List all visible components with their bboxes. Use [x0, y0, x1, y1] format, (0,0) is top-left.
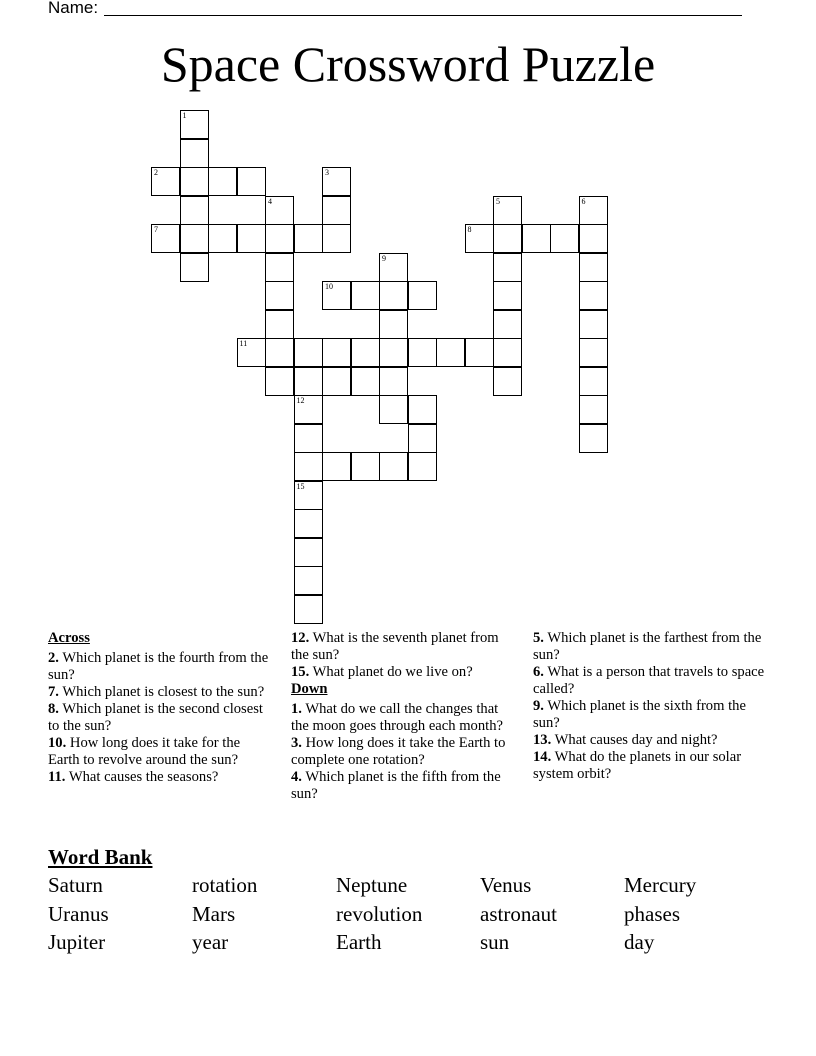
word-bank-word: Mercury: [624, 873, 697, 897]
grid-cell[interactable]: [522, 224, 551, 253]
grid-cell[interactable]: [550, 224, 579, 253]
grid-cell[interactable]: [493, 253, 522, 282]
grid-cell[interactable]: [493, 281, 522, 310]
clue-down-14: 14. What do the planets in our solar system orbit?: [533, 749, 742, 782]
grid-cell[interactable]: [151, 224, 180, 253]
clue-down-4: 4. Which planet is the fifth from the sun?: [291, 769, 501, 802]
clue-number: 6: [581, 196, 586, 206]
word-bank-word: Saturn: [48, 873, 103, 897]
clue-number: 1: [182, 111, 187, 120]
clue-number: 7: [154, 225, 158, 234]
clue-down-9: 9. Which planet is the sixth from the sun?: [533, 698, 746, 731]
grid-cell[interactable]: [208, 224, 237, 253]
grid-cell[interactable]: [351, 338, 380, 367]
grid-cell[interactable]: [408, 395, 437, 424]
grid-cell[interactable]: [579, 224, 608, 253]
clue-down-5: 5. Which planet is the farthest from the sun?: [533, 630, 762, 663]
grid-cell[interactable]: [208, 167, 237, 196]
clue-across-2: 2. Which planet is the fourth from the sun?: [48, 650, 269, 683]
word-bank-word: astronaut: [480, 901, 557, 926]
grid-cell[interactable]: [322, 281, 351, 310]
clue-number: 4: [268, 196, 272, 206]
clue-number: 9: [382, 253, 386, 263]
clue-across-8: 8. Which planet is the second closest to the sun?: [48, 701, 263, 734]
grid-cell[interactable]: [493, 367, 522, 396]
grid-cell[interactable]: [151, 167, 180, 196]
grid-cell[interactable]: [322, 338, 351, 367]
grid-cell[interactable]: [579, 196, 608, 225]
grid-cell[interactable]: [379, 395, 408, 424]
grid-cell[interactable]: [322, 196, 351, 225]
grid-cell[interactable]: [408, 424, 437, 453]
grid-cell[interactable]: [379, 281, 408, 310]
grid-cell[interactable]: [436, 338, 465, 367]
clue-number: 12: [296, 396, 305, 405]
clue-across-11: 11. What causes the seasons?: [48, 769, 219, 785]
word-bank-word: day: [624, 930, 655, 955]
grid-cell[interactable]: [408, 281, 437, 310]
clue-down-3: 3. How long does it take the Earth to complete one rotation?: [291, 735, 506, 768]
word-bank-word: Neptune: [336, 873, 408, 897]
grid-cell[interactable]: [379, 338, 408, 367]
clue-number: 2: [154, 168, 158, 177]
grid-cell[interactable]: [265, 338, 294, 367]
word-bank-word: sun: [480, 930, 510, 955]
grid-cell[interactable]: [265, 253, 294, 282]
grid-cell[interactable]: [265, 196, 294, 225]
down-heading: Down: [291, 681, 328, 697]
grid-cell[interactable]: [294, 566, 323, 595]
clue-across-15: 15. What planet do we live on?: [291, 664, 473, 680]
grid-cell[interactable]: [322, 367, 351, 396]
grid-cell[interactable]: [294, 595, 323, 624]
clue-number: 10: [325, 282, 333, 291]
grid-cell[interactable]: [493, 224, 522, 253]
word-bank-word: Mars: [192, 901, 236, 926]
grid-cell[interactable]: [180, 167, 209, 196]
clue-number: 3: [325, 168, 329, 177]
grid-cell[interactable]: [180, 196, 209, 225]
clue-across-10: 10. How long does it take for the Earth to revolve around the sun?: [48, 735, 241, 768]
grid-cell[interactable]: [294, 224, 323, 253]
word-bank-word: rotation: [192, 873, 258, 897]
grid-cell[interactable]: [265, 224, 294, 253]
grid-cell[interactable]: [579, 395, 608, 424]
word-bank: [48, 873, 768, 959]
word-bank-title: Word Bank: [48, 845, 153, 869]
grid-cell[interactable]: [351, 281, 380, 310]
clue-number: 8: [467, 225, 472, 234]
grid-cell[interactable]: [180, 253, 209, 282]
grid-cell[interactable]: [294, 509, 323, 538]
grid-cell[interactable]: [408, 452, 437, 481]
grid-cell[interactable]: [379, 310, 408, 339]
grid-cell[interactable]: [294, 538, 323, 567]
word-bank-word: Venus: [480, 873, 532, 897]
grid-cell[interactable]: [265, 367, 294, 396]
grid-cell[interactable]: [294, 424, 323, 453]
grid-cell[interactable]: [579, 367, 608, 396]
grid-cell[interactable]: [579, 424, 608, 453]
grid-cell[interactable]: [294, 395, 323, 424]
grid-cell[interactable]: [237, 167, 266, 196]
grid-cell[interactable]: [579, 281, 608, 310]
grid-cell[interactable]: [408, 338, 437, 367]
grid-cell[interactable]: [237, 338, 266, 367]
clue-number: 11: [239, 339, 248, 348]
page-title: Space Crossword Puzzle: [160, 36, 656, 92]
word-bank-word: year: [192, 930, 229, 955]
grid-cell[interactable]: [493, 310, 522, 339]
grid-cell[interactable]: [579, 310, 608, 339]
clue-down-1: 1. What do we call the changes that the moon goes through each month?: [291, 701, 503, 734]
grid-cell[interactable]: [265, 310, 294, 339]
clue-down-13: 13. What causes day and night?: [533, 732, 718, 748]
grid-cell[interactable]: [351, 452, 380, 481]
grid-cell[interactable]: [180, 110, 209, 139]
grid-cell[interactable]: [180, 139, 209, 168]
grid-cell[interactable]: [379, 367, 408, 396]
grid-cell[interactable]: [351, 367, 380, 396]
word-bank-word: phases: [624, 901, 680, 926]
clues-column-2: [291, 630, 513, 803]
name-label: Name:: [48, 0, 99, 17]
grid-cell[interactable]: [579, 338, 608, 367]
grid-cell[interactable]: [465, 338, 494, 367]
grid-cell[interactable]: [379, 253, 408, 282]
grid-cell[interactable]: [294, 481, 323, 510]
grid-cell[interactable]: [294, 338, 323, 367]
clue-across-7: 7. Which planet is closest to the sun?: [48, 684, 265, 700]
clue-down-6: 6. What is a person that travels to space called?: [533, 664, 765, 697]
grid-cell[interactable]: [493, 338, 522, 367]
word-bank-word: Uranus: [48, 901, 109, 926]
grid-cell[interactable]: [265, 281, 294, 310]
grid-cell[interactable]: [465, 224, 494, 253]
grid-cell[interactable]: [294, 452, 323, 481]
grid-cell[interactable]: [379, 452, 408, 481]
word-bank-word: revolution: [336, 901, 423, 926]
grid-cell[interactable]: [579, 253, 608, 282]
grid-cell[interactable]: [493, 196, 522, 225]
clues-column-3: [533, 630, 765, 783]
across-heading: Across: [48, 630, 90, 646]
grid-cell[interactable]: [237, 224, 266, 253]
word-bank-word: Jupiter: [48, 930, 106, 955]
grid-cell[interactable]: [294, 367, 323, 396]
grid-cell[interactable]: [322, 224, 351, 253]
clue-across-12: 12. What is the seventh planet from the sun?: [291, 630, 499, 663]
grid-cell[interactable]: [180, 224, 209, 253]
grid-cell[interactable]: [322, 452, 351, 481]
grid-cell[interactable]: [322, 167, 351, 196]
clues-column-1: [48, 630, 270, 786]
clue-number: 5: [496, 196, 500, 206]
clue-number: 15: [296, 481, 305, 491]
word-bank-word: Earth: [336, 930, 382, 955]
